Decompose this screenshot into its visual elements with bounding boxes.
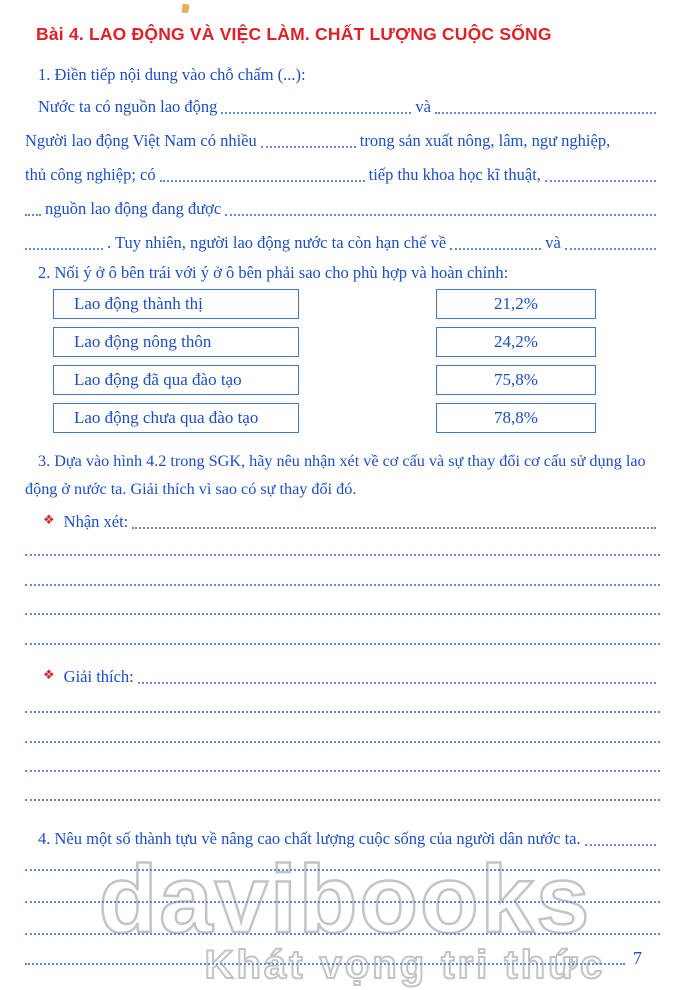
print-artifact-mark	[181, 4, 189, 14]
blank-dotted-leader	[565, 248, 656, 250]
match-right-box-4	[436, 403, 596, 433]
question-2-heading-text: 2. Nối ý ở ô bên trái với ý ở ô bên phải sao cho phù hợp và hoàn chỉnh:	[38, 263, 509, 282]
match-right-value: 24,2%	[494, 332, 538, 351]
blank-dotted-leader	[450, 248, 541, 250]
q1-line3-text-mid: tiếp thu khoa học kĩ thuật,	[368, 165, 541, 184]
q1-fill-line-1	[38, 96, 660, 117]
match-left-box-1	[53, 289, 299, 319]
match-right-box-2	[436, 327, 596, 357]
blank-dotted-leader	[435, 112, 656, 114]
watermark-logo-text: davibooks	[98, 846, 592, 953]
q1-line5-connector: và	[545, 233, 561, 252]
q1-line5-text: . Tuy nhiên, người lao động nước ta còn hạn chế về	[107, 233, 447, 252]
match-left-label: Lao động thành thị	[74, 294, 203, 313]
nhan-xet-label: Nhận xét:	[63, 512, 129, 531]
answer-line	[25, 584, 660, 586]
answer-line	[25, 643, 660, 645]
match-left-label: Lao động nông thôn	[74, 332, 212, 351]
match-left-label: Lao động chưa qua đào tạo	[74, 408, 259, 427]
match-left-box-2	[53, 327, 299, 357]
q1-line1-text: Nước ta có nguồn lao động	[38, 97, 218, 116]
blank-dotted-leader	[138, 682, 656, 684]
q1-line2-text-after: trong sản xuất nông, lâm, ngư nghiệp,	[359, 131, 611, 150]
q1-line1-connector: và	[415, 97, 431, 116]
blank-dotted-leader	[545, 180, 656, 182]
page-number: 7	[633, 948, 642, 968]
blank-dotted-leader	[225, 214, 656, 216]
match-left-box-3	[53, 365, 299, 395]
match-left-box-4	[53, 403, 299, 433]
q3-nhan-xet-row	[43, 511, 660, 532]
blank-dotted-leader	[25, 214, 41, 216]
answer-line	[25, 554, 660, 556]
giai-thich-label: Giải thích:	[63, 667, 134, 686]
blank-dotted-leader	[132, 527, 656, 529]
match-left-label: Lao động đã qua đào tạo	[74, 370, 242, 389]
answer-line	[25, 901, 660, 903]
q1-fill-line-4	[25, 198, 660, 219]
lesson-title: Bài 4. LAO ĐỘNG VÀ VIỆC LÀM. CHẤT LƯỢNG CUỘC SỐNG	[36, 24, 552, 44]
question-2-heading	[38, 262, 660, 283]
blank-dotted-leader	[25, 248, 103, 250]
blank-dotted-leader	[221, 112, 411, 114]
answer-line	[25, 770, 660, 772]
answer-line	[25, 869, 660, 871]
q1-fill-line-3	[25, 164, 660, 185]
match-right-value: 75,8%	[494, 370, 538, 389]
answer-line	[25, 963, 625, 965]
question-4-row	[38, 828, 660, 849]
answer-line	[25, 799, 660, 801]
match-right-box-3	[436, 365, 596, 395]
match-right-value: 78,8%	[494, 408, 538, 427]
blank-dotted-leader	[160, 180, 365, 182]
q1-fill-line-5	[25, 232, 660, 253]
question-1-heading	[38, 64, 660, 85]
diamond-bullet-icon: ❖	[43, 668, 55, 683]
question-3-text: 3. Dựa vào hình 4.2 trong SGK, hãy nêu nhận xét về cơ cấu và sự thay đổi cơ cấu sử dụng lao động ở nước ta. Giải thích vì sao có sự thay đổi đó.	[25, 452, 646, 498]
answer-line	[25, 711, 660, 713]
q1-line2-text: Người lao động Việt Nam có nhiều	[25, 131, 257, 150]
question-4-text: 4. Nêu một số thành tựu về nâng cao chất lượng cuộc sống của người dân nước ta.	[38, 829, 581, 848]
match-right-box-1	[436, 289, 596, 319]
blank-dotted-leader	[261, 146, 356, 148]
diamond-bullet-icon: ❖	[43, 513, 55, 528]
q1-line3-text: thủ công nghiệp; có	[25, 165, 156, 184]
question-1-heading-text: 1. Điền tiếp nội dung vào chỗ chấm (...):	[38, 65, 306, 84]
q1-fill-line-2	[25, 130, 660, 151]
match-right-value: 21,2%	[494, 294, 538, 313]
answer-line	[25, 933, 660, 935]
answer-line	[25, 741, 660, 743]
q1-line4-text: nguồn lao động đang được	[45, 199, 222, 218]
q3-giai-thich-row	[43, 666, 660, 687]
answer-line	[25, 613, 660, 615]
watermark-slogan-text: Khát vọng tri thức	[204, 943, 606, 987]
blank-dotted-leader	[585, 844, 656, 846]
